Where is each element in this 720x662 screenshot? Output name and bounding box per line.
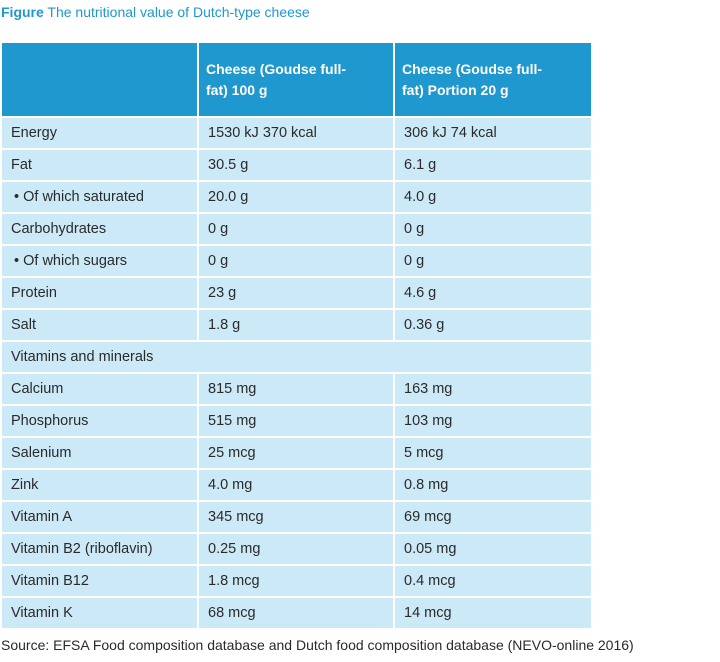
section-row <box>2 340 591 372</box>
portion-cell: 103 mg <box>395 404 591 436</box>
table-row <box>2 148 591 180</box>
nutrition-table <box>2 43 591 628</box>
table-row <box>2 308 591 340</box>
per-100g-cell: 0 g <box>199 212 395 244</box>
figure-caption <box>1 4 310 20</box>
nutrient-cell: Vitamin K <box>2 596 199 628</box>
per-100g-cell: 515 mg <box>199 404 395 436</box>
table-row <box>2 276 591 308</box>
nutrient-cell: Vitamin B2 (riboflavin) <box>2 532 199 564</box>
table-row <box>2 180 591 212</box>
per-100g-cell: 23 g <box>199 276 395 308</box>
portion-cell: 0.05 mg <box>395 532 591 564</box>
section-heading: Vitamins and minerals <box>2 340 591 372</box>
per-100g-cell: 30.5 g <box>199 148 395 180</box>
table-row <box>2 212 591 244</box>
nutrient-cell: Carbohydrates <box>2 212 199 244</box>
nutrient-cell: Vitamin A <box>2 500 199 532</box>
per-100g-cell: 0.25 mg <box>199 532 395 564</box>
nutrient-cell: Salt <box>2 308 199 340</box>
portion-cell: 0 g <box>395 212 591 244</box>
source-note: Source: EFSA Food composition database and Dutch food composition database (NEVO-online 2016) <box>1 637 634 653</box>
per-100g-cell: 345 mcg <box>199 500 395 532</box>
per-100g-cell: 68 mcg <box>199 596 395 628</box>
per-100g-cell: 20.0 g <box>199 180 395 212</box>
per-100g-cell: 25 mcg <box>199 436 395 468</box>
portion-cell: 4.0 g <box>395 180 591 212</box>
per-100g-cell: 815 mg <box>199 372 395 404</box>
nutrient-cell: Energy <box>2 116 199 148</box>
portion-cell: 0.8 mg <box>395 468 591 500</box>
per-100g-cell: 0 g <box>199 244 395 276</box>
figure-title: The nutritional value of Dutch-type cheese <box>47 4 310 20</box>
table-row <box>2 404 591 436</box>
portion-cell: 4.6 g <box>395 276 591 308</box>
nutrient-cell: Protein <box>2 276 199 308</box>
table-row <box>2 244 591 276</box>
nutrient-cell: Phosphorus <box>2 404 199 436</box>
nutrient-cell: Salenium <box>2 436 199 468</box>
nutrient-cell: Vitamin B12 <box>2 564 199 596</box>
figure-label: Figure <box>1 4 44 20</box>
portion-cell: 6.1 g <box>395 148 591 180</box>
table-row <box>2 564 591 596</box>
table-row <box>2 468 591 500</box>
table-row <box>2 500 591 532</box>
portion-cell: 306 kJ 74 kcal <box>395 116 591 148</box>
per-100g-cell: 1.8 g <box>199 308 395 340</box>
table-row <box>2 596 591 628</box>
table-row <box>2 436 591 468</box>
portion-cell: 14 mcg <box>395 596 591 628</box>
nutrient-cell: Fat <box>2 148 199 180</box>
portion-cell: 69 mcg <box>395 500 591 532</box>
nutrient-cell: • Of which sugars <box>2 244 199 276</box>
header-per-100g: Cheese (Goudse full-fat) 100 g <box>199 43 395 116</box>
header-nutrient <box>2 43 199 116</box>
table-row <box>2 372 591 404</box>
portion-cell: 0.36 g <box>395 308 591 340</box>
table-row <box>2 532 591 564</box>
portion-cell: 0.4 mcg <box>395 564 591 596</box>
per-100g-cell: 1530 kJ 370 kcal <box>199 116 395 148</box>
table-row <box>2 116 591 148</box>
nutrient-cell: • Of which saturated <box>2 180 199 212</box>
per-100g-cell: 1.8 mcg <box>199 564 395 596</box>
portion-cell: 163 mg <box>395 372 591 404</box>
per-100g-cell: 4.0 mg <box>199 468 395 500</box>
portion-cell: 5 mcg <box>395 436 591 468</box>
nutrient-cell: Calcium <box>2 372 199 404</box>
portion-cell: 0 g <box>395 244 591 276</box>
nutrient-cell: Zink <box>2 468 199 500</box>
header-row <box>2 43 591 116</box>
header-portion-20g: Cheese (Goudse full-fat) Portion 20 g <box>395 43 591 116</box>
